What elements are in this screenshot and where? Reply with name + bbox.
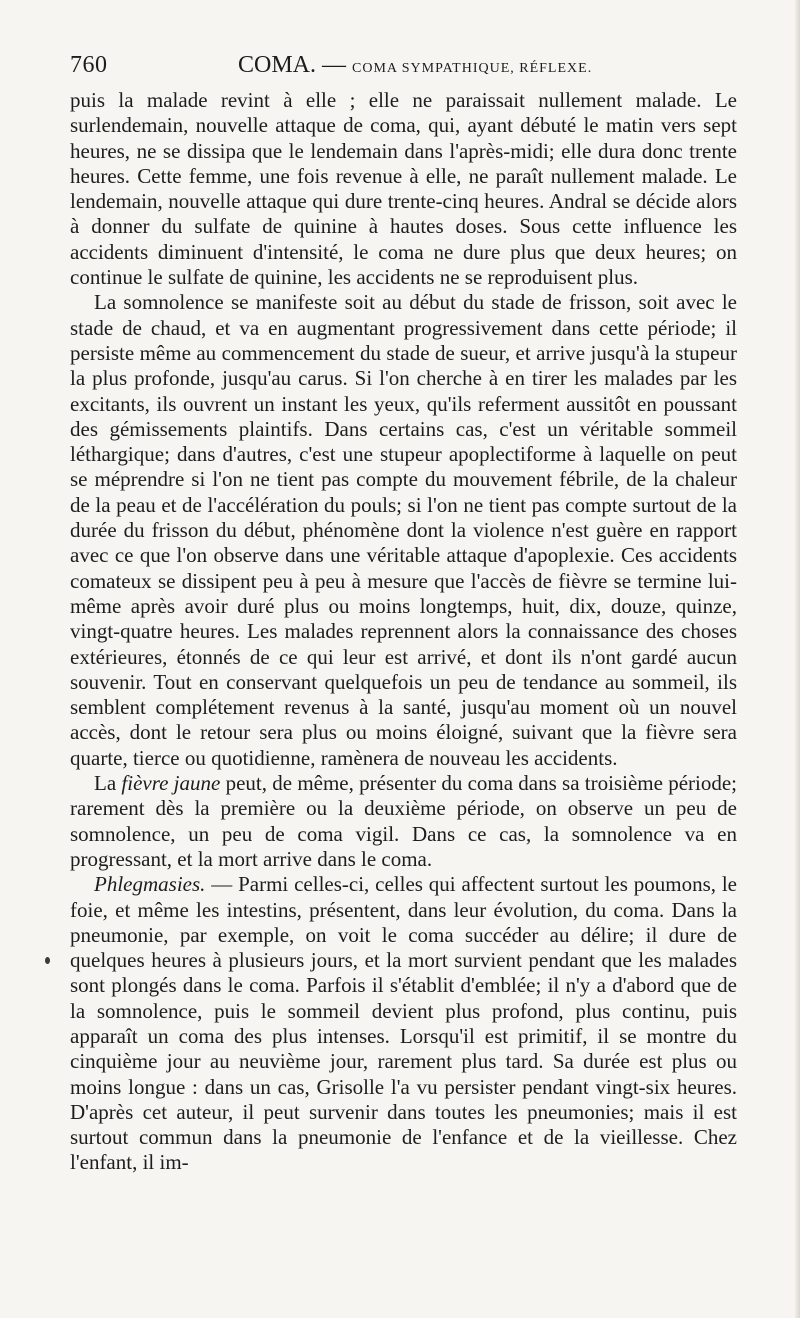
page-number: 760	[70, 52, 108, 78]
running-header	[70, 50, 740, 84]
paragraph-phlegmasies	[70, 872, 737, 1176]
paragraph-lead: La	[94, 771, 122, 796]
page-body	[70, 88, 737, 1176]
paragraph-italic-term: fièvre jaune	[121, 771, 221, 796]
paragraph-italic-term: Phlegmasies.	[94, 872, 206, 897]
margin-ink-spot	[45, 957, 50, 964]
paragraph-text: puis la malade revint à elle ; elle ne paraissait nullement malade. Le surlendemain, nouvelle attaque de coma, qui, ayant débuté le matin vers sept heures, ne se dissipa que le lendemain dans l'après-midi; elle dura donc trente heures. Cette femme, une fois revenue à elle, ne paraît nullement malade. Le lendemain, nouvelle attaque qui dure trente-cinq heures. Andral se décide alors à donner du sulfate de quinine à hautes doses. Sous cette influence les accidents diminuent d'intensité, le coma ne dure plus que deux heures; on continue le sulfate de quinine, les accidents ne se reproduisent plus.	[70, 88, 737, 290]
running-title-dash: —	[316, 52, 353, 78]
paragraph-text: peut, de même, présenter du coma dans sa troisième période; rarement dès la première ou la deuxième période, on observe un peu de somnolence, un peu de coma vigil. Dans ce cas, la somnolence va en progressant, et la mort arrive dans le coma.	[70, 771, 737, 871]
running-title-main: COMA.	[238, 52, 317, 78]
paragraph-continued	[70, 88, 737, 290]
paragraph-text: — Parmi celles-ci, celles qui affectent surtout les poumons, le foie, et même les intestins, présentent, dans leur évolution, du coma. Dans la pneumonie, par exemple, on voit le coma succéder au délire; il dure de quelques heures à plusieurs jours, et la mort survient pendant que les malades sont plongés dans le coma. Parfois il s'établit d'emblée; il n'y a d'abord que de la somnolence, puis le sommeil devient plus profond, plus continu, puis apparaît un coma des plus intenses. Lorsqu'il est primitif, il se montre du cinquième jour au neuvième jour, rarement plus tard. Sa durée est plus ou moins longue : dans un cas, Grisolle l'a vu persister pendant vingt-six heures. D'après cet auteur, il peut survenir dans toutes les pneumonies; mais il est surtout commun dans la pneumonie de l'enfance et de la vieillesse. Chez l'enfant, il im-	[70, 872, 737, 1175]
paragraph-text: La somnolence se manifeste soit au début du stade de frisson, soit avec le stade de chaud, et va en augmentant progressivement dans cette période; il persiste même au commencement du stade de sueur, et arrive jusqu'à la stupeur la plus profonde, jusqu'au carus. Si l'on cherche à en tirer les malades par les excitants, ils ouvrent un instant les yeux, qu'ils referment aussitôt en poussant des gémissements plaintifs. Dans certains cas, c'est un véritable sommeil léthargique; dans d'autres, c'est une stupeur apoplectiforme à laquelle on peut se méprendre si l'on ne tient pas compte du mouvement fébrile, de la chaleur de la peau et de l'accélération du pouls; si l'on ne tient pas compte surtout de la durée du frisson du début, phénomène dont la violence n'est guère en rapport avec ce que l'on observe dans une véritable attaque d'apoplexie. Ces accidents comateux se dissipent peu à peu à mesure que l'accès de fièvre se termine lui-même après avoir duré plus ou moins longtemps, huit, dix, douze, quinze, vingt-quatre heures. Les malades reprennent alors la connaissance des choses extérieures, étonnés de ce qui leur est arrivé, et dont ils n'ont gardé aucun souvenir. Tout en conservant quelquefois un peu de tendance au sommeil, ils semblent complétement revenus à la santé, jusqu'au moment où un nouvel accès, dont le retour sera plus ou moins éloigné, suivant que la fièvre sera quarte, tierce ou quotidienne, ramènera de nouveau les accidents.	[70, 290, 737, 770]
paragraph-somnolence	[70, 290, 737, 771]
running-title-sub: COMA SYMPATHIQUE, RÉFLEXE.	[352, 61, 593, 76]
paragraph-fievre-jaune	[70, 771, 737, 872]
running-title	[238, 52, 592, 79]
page-edge-shadow	[794, 0, 800, 1318]
